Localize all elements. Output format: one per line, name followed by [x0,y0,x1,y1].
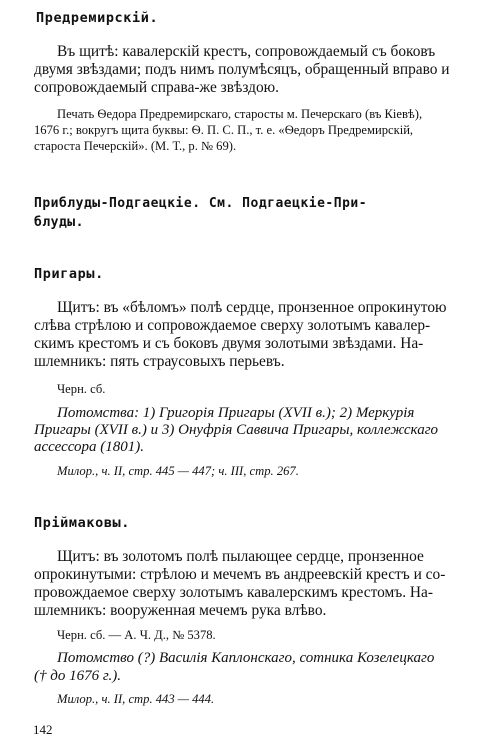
entry-title-priimakovy: Прiймаковы. [34,515,131,531]
entry-reference: Милор., ч. II, стр. 445 — 447; ч. III, стр. 267. [57,464,299,478]
entry-description-line: Въ щитѣ: кавалерскій крестъ, сопровождаемый съ боковъ [57,43,436,60]
entry-note-line: староста Печерскій». (М. Т., р. № 69). [34,139,237,153]
entry-reference: Милор., ч. II, стр. 443 — 444. [57,692,215,706]
entry-lineage-line: Потомства: 1) Григорія Пригары (XVII в.); 2) Меркурія [57,405,415,421]
entry-description-line: Щитъ: въ золотомъ полѣ пылающее сердце, пронзенное [57,548,424,565]
entry-description-line: сопровождаемый справа-же звѣздою. [34,79,280,96]
entry-source: Черн. сб. — А. Ч. Д., № 5378. [57,628,216,642]
entry-note-line: 1676 г.; вокругъ щита буквы: Ѳ. П. С. П., т. е. «Ѳедоръ Предремирскій, [34,123,414,137]
entry-title-pribludy-continued: блуды. [34,215,84,230]
entry-description-line: шлемникъ: вооруженная мечемъ рука влѣво. [34,602,327,619]
entry-source: Черн. сб. [57,382,106,396]
page-number: 142 [33,722,53,737]
entry-title-prigary: Пригары. [34,266,104,282]
entry-description-line: скимъ крестомъ и съ боковъ двумя золотыми звѣздами. На- [34,335,424,352]
entry-lineage-line: ассессора (1801). [34,439,145,455]
entry-title-predremirsky: Предремирскій. [36,10,159,26]
entry-note-line: Печать Ѳедора Предремирскаго, старосты м. Печерскаго (въ Кіевѣ), [57,107,423,121]
entry-description-line: провождаемое сверху золотымъ кавалерскимъ крестомъ. На- [34,584,433,601]
entry-description-line: опрокинутыми: стрѣлою и мечемъ въ андреевскій крестъ и со- [34,566,446,583]
entry-lineage-line: († до 1676 г.). [34,668,121,684]
entry-description-line: Щитъ: въ «бѣломъ» полѣ сердце, пронзенное опрокинутою [57,299,447,316]
entry-description-line: слѣва стрѣлою и сопровождаемое сверху золотымъ кавалер- [34,317,431,334]
entry-lineage-line: Пригары (XVII в.) и 3) Онуфрія Саввича Пригары, коллежскаго [34,422,439,438]
entry-description-line: двумя звѣздами; подъ нимъ полумѣсяцъ, обращенный вправо и [34,61,450,78]
entry-description-line: шлемникъ: пять страусовыхъ перьевъ. [34,353,285,370]
entry-title-pribludy: Приблуды-Подгаецкіе. См. Подгаецкіе-При- [34,196,368,211]
entry-lineage-line: Потомство (?) Василія Каплонскаго, сотника Козелецкаго [57,650,435,666]
